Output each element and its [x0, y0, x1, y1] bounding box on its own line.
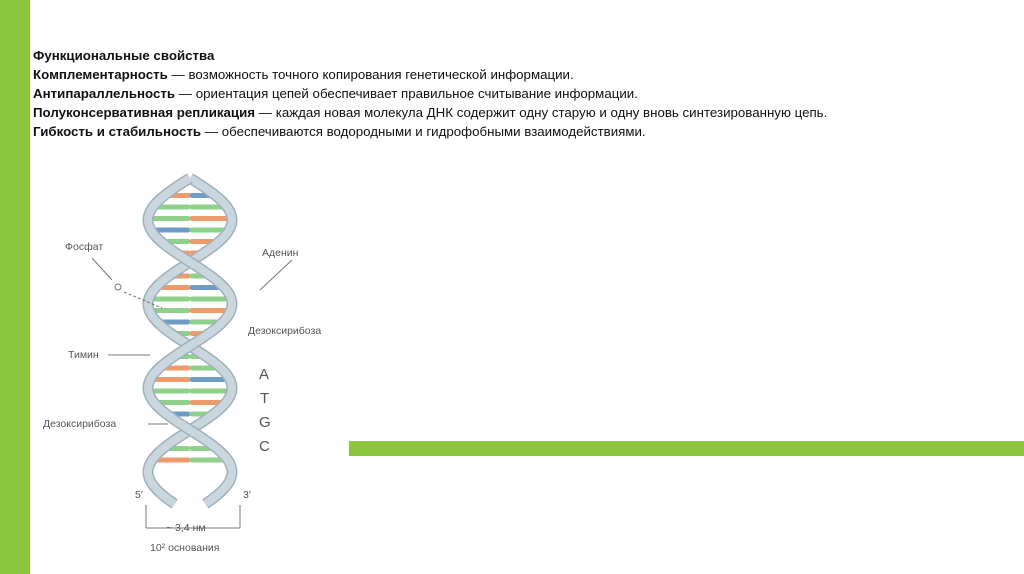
sugar-phosphate-strands — [148, 178, 232, 504]
label-adenine: Аденин — [262, 247, 299, 259]
label-phosphate: Фосфат — [65, 241, 104, 253]
label-bases-count: 10² основания — [150, 542, 220, 554]
property-term: Полуконсервативная репликация — [33, 105, 256, 120]
base-letter-t: T — [260, 390, 270, 407]
left-accent-bar — [0, 0, 30, 574]
property-term: Гибкость и стабильность — [33, 124, 202, 139]
divider-line — [349, 441, 1024, 456]
property-desc: — ориентация цепей обеспечивает правильное считывание информации. — [175, 86, 638, 101]
phosphate-leader — [92, 258, 112, 280]
label-width: ~ 3,4 нм — [166, 522, 206, 534]
property-complementarity — [33, 65, 993, 84]
adenine-leader — [260, 260, 292, 290]
property-desc: — возможность точного копирования генетической информации. — [167, 67, 574, 82]
dna-diagram — [40, 160, 360, 570]
property-semiconservative — [33, 103, 993, 122]
properties-heading: Функциональные свойства — [33, 48, 215, 63]
base-letter-a: A — [259, 366, 270, 383]
label-thymine: Тимин — [68, 349, 99, 361]
label-deoxyribose-right: Дезоксирибоза — [248, 325, 322, 337]
label-3-prime: 3′ — [243, 489, 251, 501]
property-term: Комплементарность — [33, 67, 168, 82]
property-term: Антипараллельность — [33, 86, 176, 101]
dna-helix-graphic — [40, 160, 360, 570]
base-letter-c: C — [259, 438, 270, 455]
property-flexibility — [33, 122, 993, 141]
property-antiparallel — [33, 84, 993, 103]
phosphate-marker — [115, 284, 121, 290]
properties-text — [33, 46, 993, 141]
property-desc: — каждая новая молекула ДНК содержит одну старую и одну вновь синтезированную цепь. — [255, 105, 828, 120]
label-deoxyribose-left: Дезоксирибоза — [43, 418, 117, 430]
label-5-prime: 5′ — [135, 489, 143, 501]
base-letter-g: G — [259, 414, 271, 431]
property-desc: — обеспечиваются водородными и гидрофобными взаимодействиями. — [201, 124, 646, 139]
